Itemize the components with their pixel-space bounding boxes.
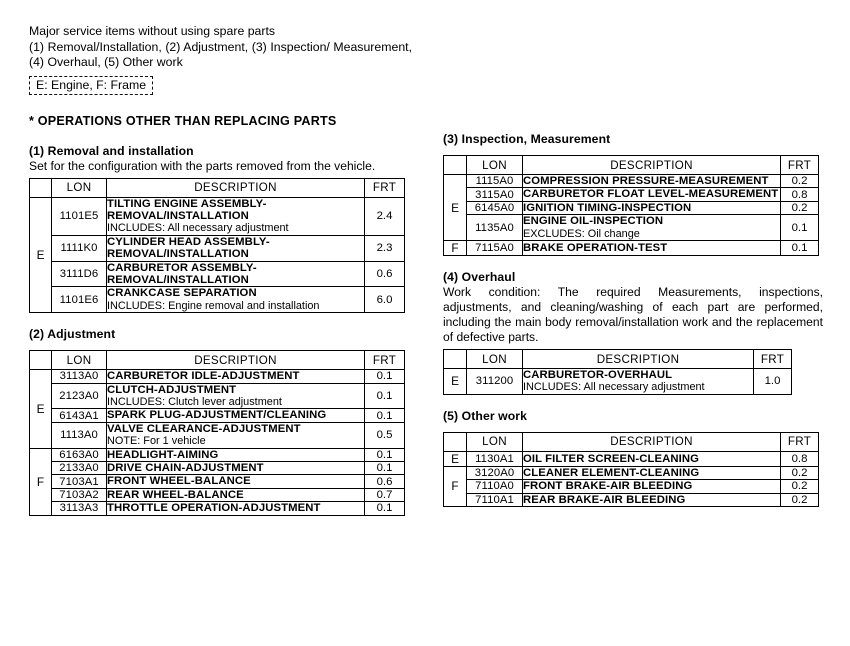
header-frt: FRT [781, 156, 819, 175]
frt-cell: 0.2 [781, 480, 819, 493]
description-main: DRIVE CHAIN-ADJUSTMENT [107, 462, 264, 474]
table-header-row [30, 178, 405, 197]
description-main: CLEANER ELEMENT-CLEANING [523, 466, 700, 479]
lon-cell: 1111K0 [52, 235, 107, 261]
description-note: EXCLUDES: Oil change [523, 227, 640, 240]
description-main: HEADLIGHT-AIMING [107, 448, 219, 461]
table-row [444, 175, 819, 188]
frt-cell: 0.8 [781, 451, 819, 466]
operations-title: * OPERATIONS OTHER THAN REPLACING PARTS [29, 113, 337, 128]
lon-cell: 7110A0 [467, 480, 523, 493]
description-cell [107, 261, 365, 287]
description-main: CARBURETOR FLOAT LEVEL-MEASUREMENT [523, 188, 779, 201]
header-lon: LON [52, 178, 107, 197]
header-frt: FRT [365, 351, 405, 370]
frt-cell: 0.2 [781, 201, 819, 214]
description-note: INCLUDES: Clutch lever adjustment [107, 395, 282, 408]
right-column [443, 132, 823, 507]
frt-cell: 0.2 [781, 466, 819, 479]
section-heading-adjustment: (2) Adjustment [29, 327, 116, 342]
lon-cell: 3120A0 [467, 466, 523, 479]
lon-cell: 2133A0 [52, 462, 107, 475]
description-cell [107, 502, 365, 515]
section-removal [29, 144, 414, 314]
header-lon: LON [52, 351, 107, 370]
lon-cell: 7103A1 [52, 475, 107, 488]
section-inspection [443, 132, 823, 256]
description-cell [107, 475, 365, 488]
group-cell: E [444, 175, 467, 241]
description-cell [107, 409, 365, 422]
header-group [30, 351, 52, 370]
lon-cell: 3111D6 [52, 261, 107, 287]
frt-cell: 6.0 [365, 287, 405, 313]
lon-cell: 1101E5 [52, 197, 107, 235]
table-row [444, 369, 792, 395]
lon-cell: 1101E6 [52, 287, 107, 313]
description-cell [107, 462, 365, 475]
section-adjustment [29, 327, 414, 515]
left-column [29, 24, 414, 516]
lon-cell: 7115A0 [467, 241, 523, 256]
description-cell [107, 422, 365, 448]
table-row [30, 448, 405, 461]
description-main: SPARK PLUG-ADJUSTMENT/CLEANING [107, 409, 327, 422]
description-main: FRONT WHEEL-BALANCE [107, 475, 251, 488]
table-removal [29, 178, 405, 314]
description-cell [523, 480, 781, 493]
frt-cell: 0.1 [365, 370, 405, 383]
group-cell: F [444, 466, 467, 506]
header-description: DESCRIPTION [523, 432, 781, 451]
frt-cell: 0.1 [365, 448, 405, 461]
group-cell: E [30, 370, 52, 448]
description-main: CARBURETOR ASSEMBLY-REMOVAL/INSTALLATION [107, 261, 257, 286]
description-note: INCLUDES: All necessary adjustment [523, 381, 705, 394]
header-lon: LON [467, 156, 523, 175]
table-row [444, 480, 819, 493]
table-body-overhaul [444, 369, 792, 395]
legend-box: E: Engine, F: Frame [29, 76, 153, 95]
description-cell [107, 448, 365, 461]
description-main: FRONT BRAKE-AIR BLEEDING [523, 480, 693, 493]
description-main: CARBURETOR IDLE-ADJUSTMENT [107, 370, 300, 383]
header-description: DESCRIPTION [523, 350, 754, 369]
table-header-row [444, 156, 819, 175]
lon-cell: 1115A0 [467, 175, 523, 188]
section-other-work [443, 409, 823, 507]
frt-cell: 0.7 [365, 488, 405, 501]
header-frt: FRT [781, 432, 819, 451]
header-frt: FRT [754, 350, 792, 369]
description-cell [523, 201, 781, 214]
frt-cell: 0.2 [781, 175, 819, 188]
description-main: REAR BRAKE-AIR BLEEDING [523, 493, 686, 506]
description-main: TILTING ENGINE ASSEMBLY-REMOVAL/INSTALLATION [107, 197, 267, 222]
description-cell [523, 493, 781, 506]
table-body-other-work [444, 451, 819, 506]
table-row [30, 287, 405, 313]
description-cell [107, 197, 365, 235]
section-overhaul [443, 270, 823, 395]
table-inspection [443, 155, 819, 256]
frt-cell: 1.0 [754, 369, 792, 395]
table-row [30, 422, 405, 448]
lon-cell: 7103A2 [52, 488, 107, 501]
table-body-adjustment [30, 370, 405, 515]
frt-cell: 0.1 [365, 383, 405, 409]
frt-cell: 0.1 [781, 241, 819, 256]
header-description: DESCRIPTION [107, 351, 365, 370]
description-note: INCLUDES: All necessary adjustment [107, 222, 289, 235]
section-heading-other-work: (5) Other work [443, 408, 528, 423]
table-row [444, 493, 819, 506]
frt-cell: 0.5 [365, 422, 405, 448]
table-header-row [444, 350, 792, 369]
table-header-row [444, 432, 819, 451]
table-row [444, 241, 819, 256]
header-description: DESCRIPTION [107, 178, 365, 197]
description-main: REAR WHEEL-BALANCE [107, 488, 244, 501]
header-group [30, 178, 52, 197]
table-row [30, 235, 405, 261]
frt-cell: 0.2 [781, 493, 819, 506]
description-note: INCLUDES: Engine removal and installation [107, 299, 320, 312]
intro-line-1: Major service items without using spare parts [29, 24, 276, 38]
description-main: CYLINDER HEAD ASSEMBLY-REMOVAL/INSTALLATION [107, 235, 270, 261]
frt-cell: 0.1 [781, 215, 819, 241]
description-cell [523, 215, 781, 241]
table-header-row [30, 351, 405, 370]
table-row [30, 197, 405, 235]
lon-cell: 1113A0 [52, 422, 107, 448]
description-cell [523, 175, 781, 188]
frt-cell: 0.6 [365, 261, 405, 287]
description-main: VALVE CLEARANCE-ADJUSTMENT [107, 422, 301, 435]
description-main: CLUTCH-ADJUSTMENT [107, 383, 237, 396]
header-frt: FRT [365, 178, 405, 197]
frt-cell: 2.4 [365, 197, 405, 235]
table-other-work [443, 432, 819, 507]
description-main: IGNITION TIMING-INSPECTION [523, 201, 692, 214]
frt-cell: 2.3 [365, 235, 405, 261]
lon-cell: 1130A1 [467, 451, 523, 466]
lon-cell: 7110A1 [467, 493, 523, 506]
section-heading-inspection: (3) Inspection, Measurement [443, 132, 611, 146]
intro-block [29, 24, 414, 95]
frt-cell: 0.8 [781, 188, 819, 201]
header-group [444, 350, 467, 369]
table-body-inspection [444, 175, 819, 256]
frt-cell: 0.1 [365, 409, 405, 422]
table-row [30, 475, 405, 488]
description-main: ENGINE OIL-INSPECTION [523, 215, 664, 228]
table-row [30, 488, 405, 501]
lon-cell: 6163A0 [52, 448, 107, 461]
description-cell [107, 235, 365, 261]
description-cell [107, 383, 365, 409]
lon-cell: 311200 [467, 369, 523, 395]
header-lon: LON [467, 432, 523, 451]
group-cell: E [444, 369, 467, 395]
description-cell [523, 369, 754, 395]
description-cell [523, 451, 781, 466]
group-cell: E [444, 451, 467, 466]
table-adjustment [29, 350, 405, 515]
description-main: THROTTLE OPERATION-ADJUSTMENT [107, 502, 321, 515]
table-body-removal [30, 197, 405, 313]
lon-cell: 6143A1 [52, 409, 107, 422]
table-row [30, 409, 405, 422]
table-overhaul [443, 349, 792, 395]
description-cell [523, 241, 781, 256]
description-main: BRAKE OPERATION-TEST [523, 241, 668, 254]
lon-cell: 6145A0 [467, 201, 523, 214]
lon-cell: 3113A3 [52, 502, 107, 515]
table-row [30, 383, 405, 409]
table-row [444, 451, 819, 466]
frt-cell: 0.6 [365, 475, 405, 488]
header-group [444, 432, 467, 451]
section-subtext-removal: Set for the configuration with the parts removed from the vehicle. [29, 158, 376, 173]
table-row [30, 462, 405, 475]
header-lon: LON [467, 350, 523, 369]
lon-cell: 3115A0 [467, 188, 523, 201]
section-subtext-overhaul: Work condition: The required Measurements, inspections, adjustments, and cleaning/washing of each part are performed, including the main body removal/installation work and the replacement of defective parts. [443, 285, 823, 345]
table-row [444, 466, 819, 479]
group-cell: E [30, 197, 52, 313]
description-main: OIL FILTER SCREEN-CLEANING [523, 452, 700, 465]
header-description: DESCRIPTION [523, 156, 781, 175]
table-row [30, 261, 405, 287]
description-cell [107, 370, 365, 383]
table-row [444, 215, 819, 241]
lon-cell: 2123A0 [52, 383, 107, 409]
section-heading-removal: (1) Removal and installation [29, 143, 194, 158]
section-heading-overhaul: (4) Overhaul [443, 270, 516, 285]
description-main: COMPRESSION PRESSURE-MEASUREMENT [523, 175, 769, 187]
frt-cell: 0.1 [365, 502, 405, 515]
lon-cell: 3113A0 [52, 370, 107, 383]
description-cell [523, 466, 781, 479]
description-main: CRANKCASE SEPARATION [107, 287, 257, 300]
header-group [444, 156, 467, 175]
description-cell [107, 287, 365, 313]
table-row [30, 502, 405, 515]
group-cell: F [30, 448, 52, 515]
frt-cell: 0.1 [365, 462, 405, 475]
intro-line-2: (1) Removal/Installation, (2) Adjustment, (3) Inspection/ Measurement, (4) Overhaul, (5) Other work [29, 39, 412, 69]
description-cell [107, 488, 365, 501]
table-row [444, 188, 819, 201]
table-row [444, 201, 819, 214]
group-cell: F [444, 241, 467, 256]
description-note: NOTE: For 1 vehicle [107, 435, 206, 448]
description-main: CARBURETOR-OVERHAUL [523, 369, 673, 382]
lon-cell: 1135A0 [467, 215, 523, 241]
table-row [30, 370, 405, 383]
description-cell [523, 188, 781, 201]
